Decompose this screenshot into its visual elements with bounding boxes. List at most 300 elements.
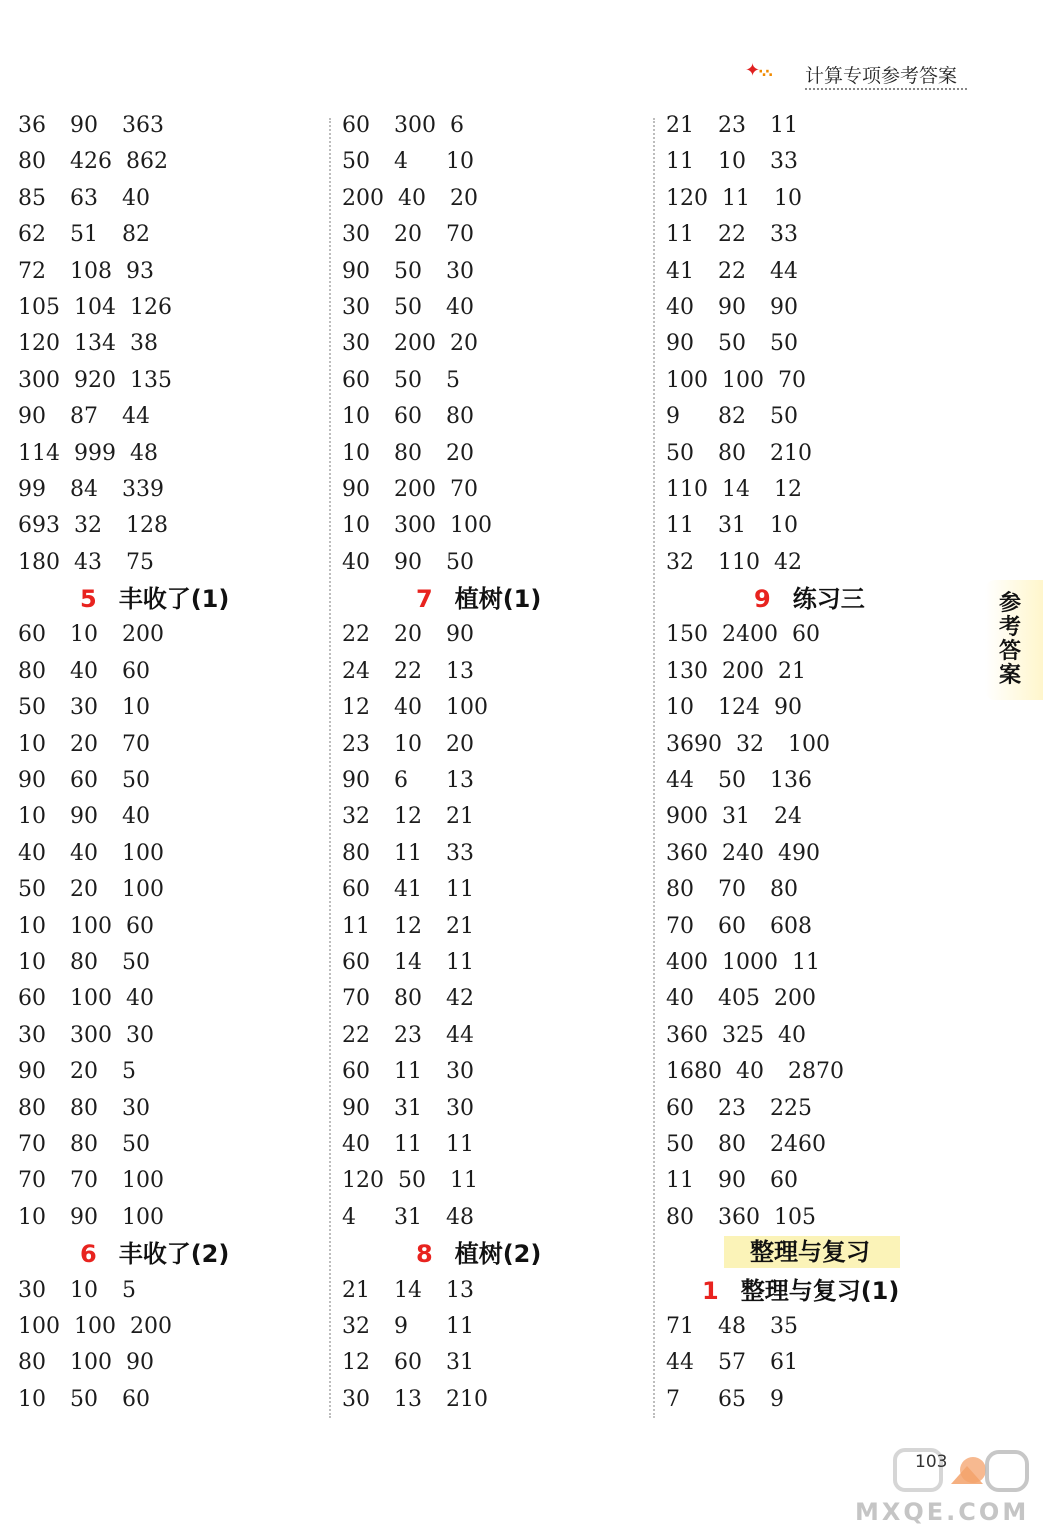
answer-value: 100 [450, 513, 492, 539]
answer-value: 50 [122, 949, 150, 975]
answer-row [666, 144, 981, 180]
answer-value: 80 [718, 440, 746, 466]
answer-value: 70 [18, 1131, 46, 1157]
answer-value: 50 [770, 331, 798, 357]
answer-value: 4 [394, 149, 408, 175]
answer-value: 130 [666, 658, 708, 684]
answer-value: 75 [126, 549, 154, 575]
answer-row [18, 144, 333, 180]
answer-row [18, 436, 333, 472]
answer-row [666, 1091, 981, 1127]
answer-value: 32 [736, 731, 764, 757]
answer-row [18, 654, 333, 690]
answer-value: 80 [394, 440, 422, 466]
answer-value: 90 [342, 1095, 370, 1121]
answer-row [342, 254, 657, 290]
answer-value: 50 [666, 1131, 694, 1157]
answer-value: 30 [342, 294, 370, 320]
answer-value: 20 [450, 185, 478, 211]
answer-row [342, 836, 657, 872]
answer-row [666, 1054, 981, 1090]
answer-value: 30 [446, 258, 474, 284]
answer-row [342, 1200, 657, 1236]
answer-value: 10 [18, 1386, 46, 1412]
answer-row [342, 144, 657, 180]
answer-row [342, 799, 657, 835]
answer-value: 11 [666, 149, 694, 175]
answer-value: 38 [130, 331, 158, 357]
answer-value: 200 [394, 476, 436, 502]
answer-value: 65 [718, 1386, 746, 1412]
answer-value: 200 [774, 986, 816, 1012]
answer-value: 42 [446, 986, 474, 1012]
answer-value: 32 [666, 549, 694, 575]
answer-row [666, 363, 981, 399]
answer-value: 40 [342, 1131, 370, 1157]
answer-value: 10 [342, 404, 370, 430]
answer-row [18, 181, 333, 217]
answer-value: 100 [446, 695, 488, 721]
answer-value: 100 [122, 1168, 164, 1194]
answer-value: 200 [394, 331, 436, 357]
answer-value: 60 [792, 622, 820, 648]
answer-value: 60 [18, 986, 46, 1012]
answer-value: 30 [70, 695, 98, 721]
answer-row [666, 217, 981, 253]
section-number: 9 [754, 585, 771, 614]
answer-row [18, 1018, 333, 1054]
answer-value: 900 [666, 804, 708, 830]
answer-row [342, 108, 657, 144]
section-heading [18, 1236, 333, 1272]
answer-row [342, 363, 657, 399]
answer-value: 20 [70, 731, 98, 757]
answer-value: 44 [446, 1022, 474, 1048]
answer-value: 70 [778, 367, 806, 393]
answer-value: 40 [394, 695, 422, 721]
section-heading [666, 1273, 981, 1309]
section-title: 整理与复习(1) [740, 1276, 900, 1305]
answer-value: 128 [126, 513, 168, 539]
answer-value: 90 [126, 1350, 154, 1376]
answer-row [18, 1273, 333, 1309]
answer-value: 72 [18, 258, 46, 284]
unit-banner [666, 1236, 981, 1272]
answer-value: 60 [18, 622, 46, 648]
answer-value: 50 [394, 294, 422, 320]
answer-value: 36 [18, 113, 46, 138]
answer-value: 80 [394, 986, 422, 1012]
answer-value: 12 [774, 476, 802, 502]
answer-value: 50 [666, 440, 694, 466]
answer-value: 60 [122, 1386, 150, 1412]
section-title: 丰收了(2) [118, 1240, 230, 1269]
answer-row [342, 1018, 657, 1054]
answer-value: 80 [70, 1095, 98, 1121]
answer-row [18, 1091, 333, 1127]
answer-row [666, 1382, 981, 1418]
answer-value: 82 [718, 404, 746, 430]
answer-row [342, 981, 657, 1017]
answer-value: 57 [718, 1350, 746, 1376]
answer-row [342, 1091, 657, 1127]
answer-value: 50 [122, 768, 150, 794]
answer-value: 31 [718, 513, 746, 539]
answer-value: 80 [770, 877, 798, 903]
answer-value: 11 [342, 913, 370, 939]
answer-value: 110 [666, 476, 708, 502]
answer-value: 33 [446, 840, 474, 866]
answer-value: 150 [666, 622, 708, 648]
answer-value: 50 [342, 149, 370, 175]
answer-value: 23 [342, 731, 370, 757]
answer-row [18, 326, 333, 362]
answer-value: 200 [122, 622, 164, 648]
answer-value: 80 [18, 1095, 46, 1121]
answer-value: 60 [394, 1350, 422, 1376]
answer-value: 90 [342, 768, 370, 794]
answer-row [666, 981, 981, 1017]
answer-value: 51 [70, 222, 98, 248]
answer-value: 134 [74, 331, 116, 357]
answer-value: 10 [774, 185, 802, 211]
answer-value: 120 [342, 1168, 384, 1194]
answer-value: 11 [446, 877, 474, 903]
answer-value: 114 [18, 440, 60, 466]
answer-row [18, 981, 333, 1017]
answer-value: 10 [18, 1204, 46, 1230]
answer-value: 48 [718, 1313, 746, 1339]
section-heading [342, 581, 657, 617]
answer-value: 3690 [666, 731, 722, 757]
answer-row [342, 399, 657, 435]
answer-value: 2870 [788, 1059, 844, 1085]
answer-value: 5 [122, 1277, 136, 1303]
answer-value: 9 [666, 404, 680, 430]
answer-value: 20 [394, 222, 422, 248]
answer-row [666, 654, 981, 690]
answer-row [18, 108, 333, 144]
answer-value: 14 [722, 476, 750, 502]
answer-value: 135 [130, 367, 172, 393]
answer-value: 80 [666, 877, 694, 903]
answer-value: 10 [342, 513, 370, 539]
answer-value: 90 [774, 695, 802, 721]
answer-value: 60 [718, 913, 746, 939]
answer-value: 60 [342, 1059, 370, 1085]
answer-value: 2460 [770, 1131, 826, 1157]
answer-value: 9 [770, 1386, 784, 1412]
answer-value: 50 [394, 367, 422, 393]
side-tab [985, 580, 1043, 700]
answer-value: 90 [770, 294, 798, 320]
answer-value: 40 [70, 658, 98, 684]
answer-value: 50 [446, 549, 474, 575]
answer-value: 23 [718, 113, 746, 138]
answer-value: 10 [122, 695, 150, 721]
answer-value: 35 [770, 1313, 798, 1339]
answer-value: 80 [70, 949, 98, 975]
answer-value: 60 [770, 1168, 798, 1194]
answer-value: 300 [70, 1022, 112, 1048]
answer-row [666, 617, 981, 653]
answer-value: 31 [394, 1204, 422, 1230]
answer-column-2 [342, 108, 657, 1418]
answer-value: 11 [722, 185, 750, 211]
side-tab-label: 参考答案 [999, 591, 1022, 688]
answer-value: 90 [394, 549, 422, 575]
answer-row [342, 909, 657, 945]
answer-value: 11 [792, 949, 820, 975]
section-heading [666, 581, 981, 617]
answer-value: 40 [736, 1059, 764, 1085]
answer-value: 426 [70, 149, 112, 175]
answer-row [18, 799, 333, 835]
answer-row [342, 1309, 657, 1345]
answer-value: 31 [394, 1095, 422, 1121]
answer-value: 405 [718, 986, 760, 1012]
answer-value: 30 [446, 1095, 474, 1121]
section-title: 植树(2) [454, 1240, 542, 1269]
answer-row [18, 1127, 333, 1163]
answer-value: 100 [70, 913, 112, 939]
answer-row [342, 654, 657, 690]
answer-row [18, 472, 333, 508]
answer-value: 225 [770, 1095, 812, 1121]
answer-value: 80 [718, 1131, 746, 1157]
answer-value: 22 [718, 222, 746, 248]
answer-value: 339 [122, 476, 164, 502]
answer-value: 80 [666, 1204, 694, 1230]
answer-value: 50 [18, 695, 46, 721]
answer-value: 31 [446, 1350, 474, 1376]
answer-value: 22 [342, 1022, 370, 1048]
answer-value: 30 [342, 331, 370, 357]
answer-row [666, 945, 981, 981]
answer-value: 104 [74, 294, 116, 320]
answer-value: 21 [666, 113, 694, 138]
answer-value: 7 [666, 1386, 680, 1412]
answer-value: 60 [342, 113, 370, 138]
answer-row [666, 181, 981, 217]
answer-value: 63 [70, 185, 98, 211]
answer-value: 70 [446, 222, 474, 248]
answer-value: 11 [446, 1131, 474, 1157]
answer-value: 90 [18, 1059, 46, 1085]
answer-value: 40 [122, 804, 150, 830]
answer-value: 10 [342, 440, 370, 466]
answer-value: 490 [778, 840, 820, 866]
answer-value: 40 [18, 840, 46, 866]
answer-value: 60 [342, 367, 370, 393]
section-number: 5 [80, 585, 97, 614]
answer-row [18, 872, 333, 908]
section-title: 丰收了(1) [118, 585, 230, 614]
answer-row [666, 727, 981, 763]
answer-row [666, 1309, 981, 1345]
answer-row [342, 1273, 657, 1309]
answer-value: 40 [70, 840, 98, 866]
answer-value: 10 [666, 695, 694, 721]
answer-value: 50 [122, 1131, 150, 1157]
answer-value: 48 [130, 440, 158, 466]
answer-row [342, 1345, 657, 1381]
answer-value: 10 [770, 513, 798, 539]
answer-value: 608 [770, 913, 812, 939]
answer-value: 862 [126, 149, 168, 175]
answer-row [18, 290, 333, 326]
answer-row [18, 909, 333, 945]
answer-value: 60 [342, 949, 370, 975]
answer-value: 100 [122, 840, 164, 866]
answer-value: 22 [394, 658, 422, 684]
answer-value: 30 [342, 222, 370, 248]
answer-value: 40 [342, 549, 370, 575]
answer-value: 32 [342, 1313, 370, 1339]
answer-row [666, 326, 981, 362]
answer-value: 62 [18, 222, 46, 248]
answer-value: 30 [342, 1386, 370, 1412]
answer-value: 100 [122, 1204, 164, 1230]
answer-row [18, 1054, 333, 1090]
answer-value: 90 [70, 1204, 98, 1230]
answer-value: 60 [342, 877, 370, 903]
answer-value: 210 [770, 440, 812, 466]
answer-value: 30 [446, 1059, 474, 1085]
answer-value: 1000 [722, 949, 778, 975]
answer-column-1 [18, 108, 333, 1418]
answer-row [18, 508, 333, 544]
answer-value: 21 [446, 804, 474, 830]
answer-value: 11 [450, 1168, 478, 1194]
answer-value: 21 [446, 913, 474, 939]
answer-value: 920 [74, 367, 116, 393]
answer-row [342, 872, 657, 908]
answer-row [18, 836, 333, 872]
sparkle-icon: ✦·.·. [745, 60, 772, 81]
answer-value: 21 [342, 1277, 370, 1303]
answer-value: 11 [666, 1168, 694, 1194]
answer-value: 44 [666, 768, 694, 794]
answer-row [666, 1345, 981, 1381]
answer-value: 360 [718, 1204, 760, 1230]
answer-value: 43 [74, 549, 102, 575]
answer-value: 4 [342, 1204, 356, 1230]
answer-value: 41 [394, 877, 422, 903]
answer-value: 10 [18, 949, 46, 975]
header-title: 计算专项参考答案 [805, 65, 958, 87]
answer-value: 50 [18, 877, 46, 903]
answer-row [18, 399, 333, 435]
answer-value: 40 [666, 986, 694, 1012]
answer-value: 6 [394, 768, 408, 794]
answer-value: 20 [446, 440, 474, 466]
answer-value: 5 [122, 1059, 136, 1085]
answer-row [342, 181, 657, 217]
answer-row [666, 1163, 981, 1199]
answer-row [342, 290, 657, 326]
answer-value: 42 [774, 549, 802, 575]
answer-value: 11 [770, 113, 798, 138]
answer-row [18, 763, 333, 799]
answer-value: 100 [70, 1350, 112, 1376]
answer-value: 23 [718, 1095, 746, 1121]
answer-value: 325 [722, 1022, 764, 1048]
answer-value: 10 [446, 149, 474, 175]
answer-value: 70 [450, 476, 478, 502]
answer-row [18, 1200, 333, 1236]
answer-row [666, 799, 981, 835]
answer-value: 360 [666, 1022, 708, 1048]
answer-value: 70 [70, 1168, 98, 1194]
answer-row [666, 508, 981, 544]
answer-value: 20 [70, 1059, 98, 1085]
answer-row [18, 217, 333, 253]
answer-row [18, 945, 333, 981]
answer-value: 400 [666, 949, 708, 975]
answer-value: 6 [450, 113, 464, 138]
answer-row [342, 945, 657, 981]
answer-value: 44 [666, 1350, 694, 1376]
answer-row [342, 508, 657, 544]
answer-row [342, 727, 657, 763]
answer-row [342, 763, 657, 799]
answer-value: 50 [70, 1386, 98, 1412]
answer-row [18, 363, 333, 399]
answer-value: 60 [70, 768, 98, 794]
answer-value: 120 [666, 185, 708, 211]
answer-value: 80 [18, 1350, 46, 1376]
answer-row [18, 690, 333, 726]
answer-value: 200 [130, 1313, 172, 1339]
answer-row [342, 1054, 657, 1090]
answer-value: 40 [666, 294, 694, 320]
answer-value: 84 [70, 476, 98, 502]
answer-value: 10 [394, 731, 422, 757]
answer-value: 11 [394, 1131, 422, 1157]
answer-value: 32 [74, 513, 102, 539]
answer-row [342, 617, 657, 653]
answer-value: 90 [18, 768, 46, 794]
answer-value: 40 [398, 185, 426, 211]
answer-value: 9 [394, 1313, 408, 1339]
answer-value: 12 [342, 695, 370, 721]
unit-banner-title: 整理与复习 [724, 1236, 900, 1268]
answer-row [342, 1382, 657, 1418]
answer-value: 11 [446, 949, 474, 975]
answer-row [666, 290, 981, 326]
answer-row [342, 472, 657, 508]
answer-value: 14 [394, 949, 422, 975]
answer-value: 90 [342, 476, 370, 502]
answer-value: 11 [666, 513, 694, 539]
answer-value: 300 [394, 513, 436, 539]
answer-row [18, 1163, 333, 1199]
answer-value: 30 [18, 1277, 46, 1303]
answer-value: 44 [770, 258, 798, 284]
answer-value: 24 [774, 804, 802, 830]
answer-row [666, 472, 981, 508]
answer-value: 11 [446, 1313, 474, 1339]
answer-value: 70 [718, 877, 746, 903]
answer-value: 90 [666, 331, 694, 357]
answer-value: 105 [18, 294, 60, 320]
answer-value: 240 [722, 840, 764, 866]
answer-value: 40 [122, 185, 150, 211]
answer-value: 30 [122, 1095, 150, 1121]
answer-row [666, 1200, 981, 1236]
answer-value: 22 [342, 622, 370, 648]
